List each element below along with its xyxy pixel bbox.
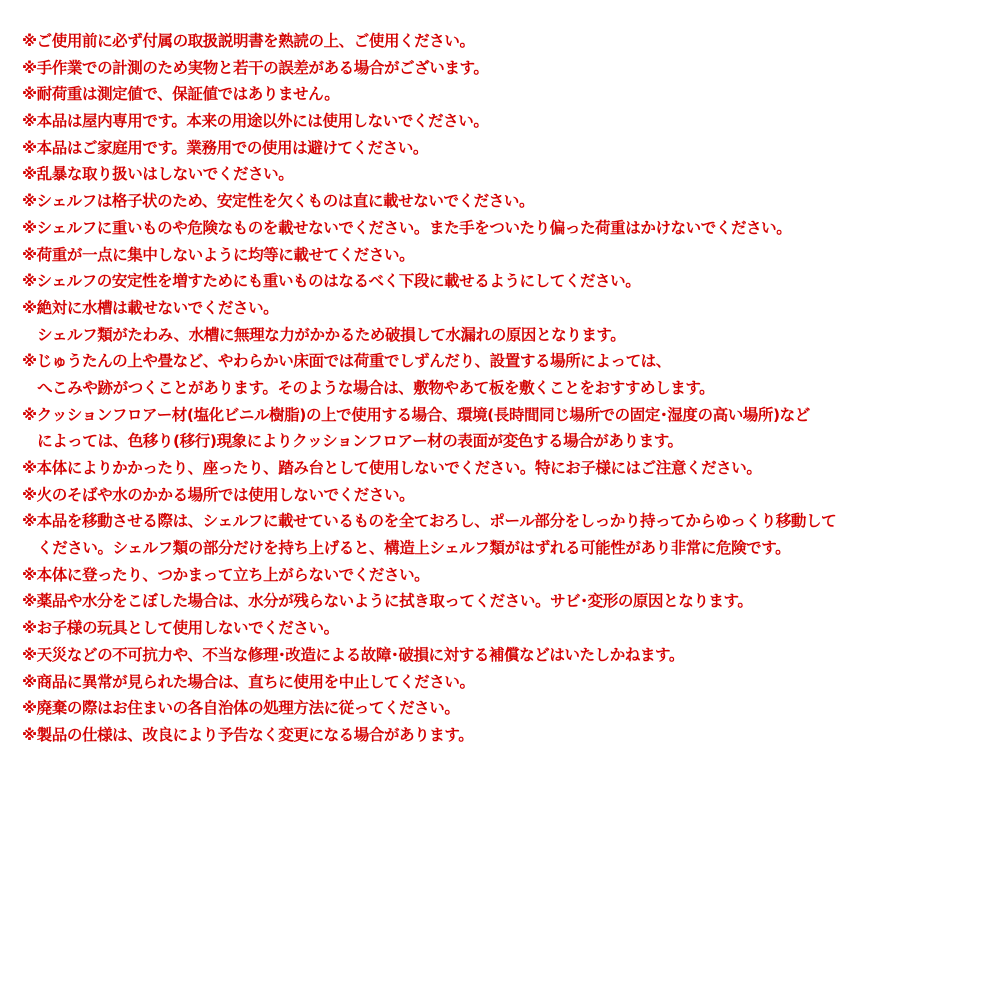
notice-line: ※本品はご家庭用です。業務用での使用は避けてください。 (22, 138, 429, 157)
notice-line: ※じゅうたんの上や畳など、やわらかい床面では荷重でしずんだり、設置する場所によっては、 (22, 352, 671, 371)
caution-notice-list (22, 28, 982, 749)
notice-line-continuation: へこみや跡がつくことがあります。そのような場合は、敷物やあて板を敷くことをおすすめします。 (22, 378, 715, 397)
notice-line: ※耐荷重は測定値で、保証値ではありません。 (22, 85, 340, 104)
notice-line: ※シェルフの安定性を増すためにも重いものはなるべく下段に載せるようにしてください。 (22, 272, 641, 291)
notice-line: ※手作業での計測のため実物と若干の誤差がある場合がございます。 (22, 58, 489, 77)
notice-line: ※本体によりかかったり、座ったり、踏み台として使用しないでください。特にお子様にはご注意ください。 (22, 459, 762, 477)
notice-line: ※本品は屋内専用です。本来の用途以外には使用しないでください。 (22, 112, 489, 131)
notice-line: ※火のそばや水のかかる場所では使用しないでください。 (22, 485, 415, 504)
notice-line: ※絶対に水槽は載せないでください。 (22, 298, 279, 317)
notice-line-continuation: によっては、色移り(移行)現象によりクッションフロアー材の表面が変色する場合があります。 (22, 432, 683, 451)
notice-line-continuation: ください。シェルフ類の部分だけを持ち上げると、構造上シェルフ類がはずれる可能性があり非常に危険です。 (22, 539, 791, 558)
notice-line-continuation: シェルフ類がたわみ、水槽に無理な力がかかるため破損して水漏れの原因となります。 (22, 325, 626, 344)
notice-line: ※商品に異常が見られた場合は、直ちに使用を中止してください。 (22, 672, 475, 691)
notice-line: ※薬品や水分をこぼした場合は、水分が残らないように拭き取ってください。サビ･変形の原因となります。 (22, 592, 753, 611)
notice-line: ※本体に登ったり、つかまって立ち上がらないでください。 (22, 565, 430, 584)
notice-line: ※製品の仕様は、改良により予告なく変更になる場合があります。 (22, 725, 474, 744)
notice-line: ※乱暴な取り扱いはしないでください。 (22, 165, 294, 184)
notice-line: ※廃棄の際はお住まいの各自治体の処理方法に従ってください。 (22, 699, 460, 718)
notice-line: ※ご使用前に必ず付属の取扱説明書を熟読の上、ご使用ください。 (22, 32, 475, 50)
notice-line: ※お子様の玩具として使用しないでください。 (22, 619, 339, 638)
notice-line: ※荷重が一点に集中しないように均等に載せてください。 (22, 245, 415, 264)
notice-line: ※シェルフに重いものや危険なものを載せないでください。また手をついたり偏った荷重はかけないでください。 (22, 218, 792, 237)
notice-line: ※クッションフロアー材(塩化ビニル樹脂)の上で使用する場合、環境(長時間同じ場所での固定･湿度の高い場所)など (22, 405, 810, 424)
notice-line: ※本品を移動させる際は、シェルフに載せているものを全ておろし、ポール部分をしっかり持ってからゆっくり移動して (22, 512, 837, 531)
notice-line: ※天災などの不可抗力や、不当な修理･改造による故障･破損に対する補償などはいたしかねます。 (22, 645, 685, 664)
notice-line: ※シェルフは格子状のため、安定性を欠くものは直に載せないでください。 (22, 192, 535, 211)
